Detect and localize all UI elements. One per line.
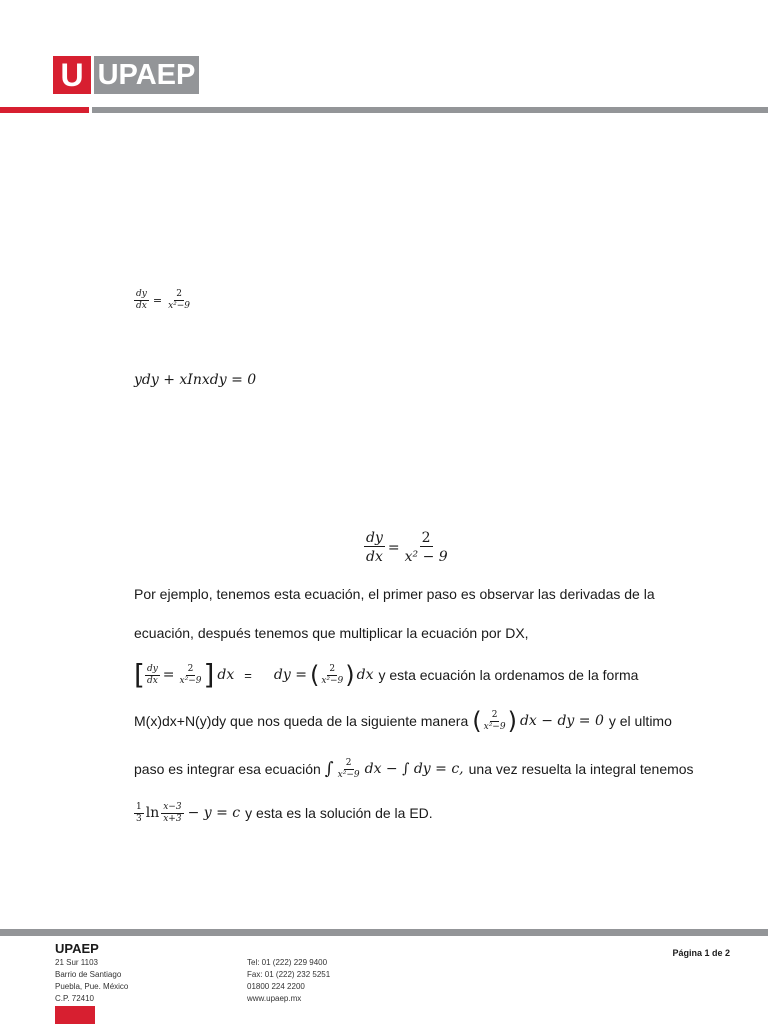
logo-mark bbox=[53, 56, 91, 94]
footer-rule bbox=[0, 929, 768, 936]
paragraph-line-5 bbox=[134, 754, 694, 784]
bracket-expression bbox=[134, 658, 235, 691]
fraction-2-over bbox=[178, 665, 204, 686]
footer-address bbox=[55, 957, 128, 1005]
math-terms: dx − ∫ dy = c, bbox=[364, 761, 464, 777]
denominator: x²−9 bbox=[321, 675, 344, 686]
contact-line: Tel: 01 (222) 229 9400 bbox=[247, 958, 328, 967]
denominator: x²−9 bbox=[337, 769, 360, 780]
denominator: x+3 bbox=[163, 813, 182, 824]
math-expression bbox=[325, 759, 464, 780]
left-paren: ( bbox=[472, 707, 482, 735]
paragraph-text: y esta ecuación la ordenamos de la forma bbox=[378, 667, 639, 683]
paragraph-text: una vez resuelta la integral tenemos bbox=[468, 761, 694, 777]
denominator: x²−9 bbox=[483, 721, 506, 732]
right-bracket: ] bbox=[203, 658, 215, 691]
paragraph-line-6 bbox=[134, 798, 433, 828]
address-line: Barrio de Santiago bbox=[55, 970, 122, 979]
separator-equals: = bbox=[244, 667, 252, 683]
numerator: dy bbox=[146, 663, 158, 674]
math-terms: − y = c bbox=[187, 805, 241, 821]
equals-sign: = bbox=[152, 294, 163, 307]
dx-term: dx bbox=[217, 667, 235, 683]
website-link[interactable]: www.upaep.mx bbox=[247, 994, 302, 1003]
page-number bbox=[640, 948, 730, 958]
paragraph-text: ecuación, después tenemos que multiplicar la ecuación por DX, bbox=[134, 625, 529, 641]
fraction-dy-dx bbox=[145, 665, 160, 686]
fraction-1-3 bbox=[134, 803, 144, 824]
footer-org bbox=[55, 941, 99, 956]
footer-contact bbox=[247, 957, 330, 1005]
fraction-dy-dx bbox=[364, 531, 385, 564]
numerator: dy bbox=[136, 289, 147, 299]
logo-mark-letter: U bbox=[60, 56, 84, 93]
fraction-2-over bbox=[319, 665, 345, 686]
ln-function: ln bbox=[145, 805, 160, 821]
denominator: dx bbox=[136, 301, 147, 311]
dy-expression bbox=[274, 663, 374, 687]
paragraph-line-2 bbox=[134, 626, 529, 640]
numerator: dy bbox=[366, 530, 383, 546]
equals-sign: = bbox=[387, 539, 400, 556]
solution-expression bbox=[134, 803, 240, 824]
numerator: 2 bbox=[491, 709, 498, 720]
contact-line: Fax: 01 (222) 232 5251 bbox=[247, 970, 331, 979]
equation-2-text: ydy + xInxdy = 0 bbox=[134, 372, 257, 388]
header-rule-gray bbox=[92, 107, 768, 113]
paragraph-text: y esta es la solución de la ED. bbox=[245, 805, 433, 821]
logo-text: UPAEP bbox=[97, 58, 196, 91]
fraction-dy-dx bbox=[134, 290, 149, 311]
numerator: 2 bbox=[187, 663, 194, 674]
math-terms: dx − dy = 0 bbox=[519, 713, 604, 729]
contact-line: 01800 224 2200 bbox=[247, 982, 305, 991]
fraction-2-over bbox=[166, 290, 192, 311]
equation-1 bbox=[134, 290, 192, 311]
address-line: Puebla, Pue. México bbox=[55, 982, 129, 991]
paragraph-line-3 bbox=[134, 660, 638, 690]
right-paren: ) bbox=[507, 707, 517, 735]
denominator: x²−9 bbox=[179, 675, 202, 686]
left-paren: ( bbox=[309, 661, 320, 689]
fraction-2-over bbox=[482, 711, 508, 732]
equation-3 bbox=[364, 531, 450, 564]
denominator: x² − 9 bbox=[404, 549, 448, 565]
fraction-2-over bbox=[336, 759, 362, 780]
denominator: x²−9 bbox=[168, 301, 191, 311]
dy-term: dy = bbox=[273, 667, 307, 683]
equals-sign: = bbox=[162, 667, 175, 683]
denominator: 3 bbox=[136, 813, 142, 824]
paragraph-line-4 bbox=[134, 706, 672, 736]
paragraph-line-1 bbox=[134, 587, 655, 601]
integral-sign: ∫ bbox=[324, 758, 334, 779]
numerator: 2 bbox=[176, 289, 182, 299]
dx-term: dx bbox=[356, 667, 374, 683]
logo-text-box bbox=[94, 56, 199, 94]
page-number-text: Página 1 de 2 bbox=[672, 948, 730, 958]
denominator: dx bbox=[366, 549, 383, 565]
right-paren: ) bbox=[345, 661, 355, 689]
fraction-log-argument bbox=[161, 803, 183, 824]
math-expression bbox=[472, 709, 604, 733]
footer-red-block bbox=[55, 1006, 95, 1024]
numerator: 1 bbox=[136, 801, 142, 812]
numerator: 2 bbox=[421, 530, 431, 546]
paragraph-text: Por ejemplo, tenemos esta ecuación, el primer paso es observar las derivadas de la bbox=[134, 586, 655, 602]
paragraph-text: M(x)dx+N(y)dy que nos queda de la siguiente manera bbox=[134, 713, 469, 729]
footer-org-name: UPAEP bbox=[55, 941, 99, 956]
numerator: 2 bbox=[345, 757, 352, 768]
equation-2 bbox=[134, 372, 256, 388]
fraction-2-over bbox=[403, 531, 450, 564]
numerator: 2 bbox=[329, 663, 336, 674]
left-bracket: [ bbox=[134, 658, 145, 691]
address-line: C.P. 72410 bbox=[55, 994, 94, 1003]
address-line: 21 Sur 1103 bbox=[55, 958, 98, 967]
header-rule-red bbox=[0, 107, 89, 113]
paragraph-text: paso es integrar esa ecuación bbox=[134, 761, 321, 777]
numerator: x−3 bbox=[163, 801, 182, 812]
denominator: dx bbox=[146, 675, 158, 686]
paragraph-text: y el ultimo bbox=[608, 713, 672, 729]
